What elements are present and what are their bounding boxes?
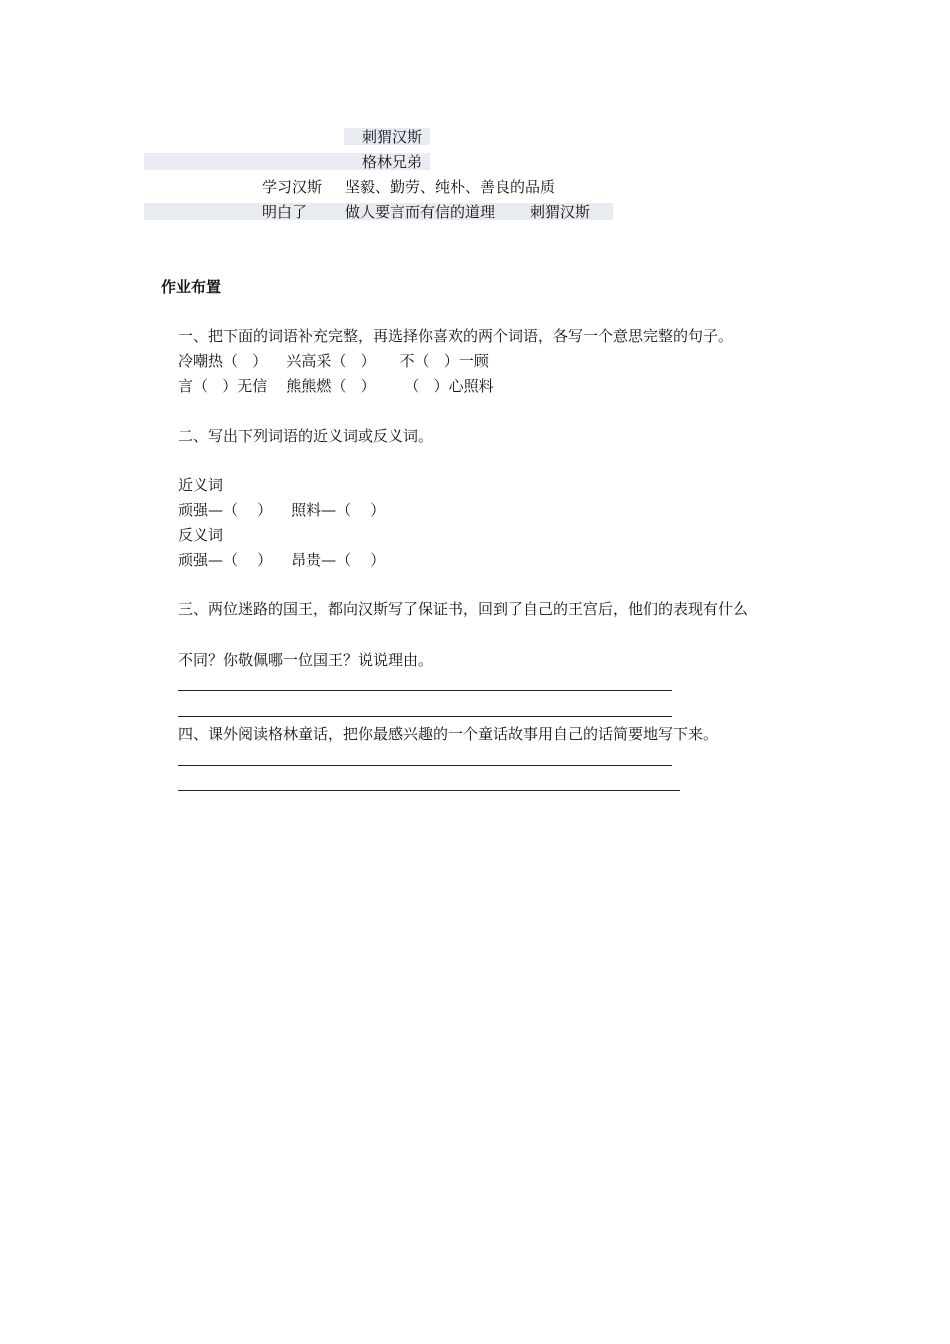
q4-prompt: 四、课外阅读格林童话，把你最感兴趣的一个童话故事用自己的话简要地写下来。 — [178, 725, 719, 743]
q2-synonym-label: 近义词 — [178, 476, 224, 494]
board-understand-tail: 刺猬汉斯 — [530, 203, 591, 221]
homework-heading: 作业布置 — [161, 278, 222, 296]
board-understand-text: 做人要言而有信的道理 — [345, 203, 496, 221]
q1-words-line2: 言（ ）无信 熊熊燃（ ） （ ）心照料 — [178, 377, 494, 395]
q3-answer-line-2[interactable] — [178, 716, 672, 717]
q4-answer-line-2[interactable] — [178, 790, 680, 791]
q4-answer-line-1[interactable] — [178, 765, 672, 766]
board-author: 格林兄弟 — [362, 153, 423, 171]
board-title: 刺猬汉斯 — [362, 128, 423, 146]
q3-prompt-a: 三、两位迷路的国王，都向汉斯写了保证书，回到了自己的王宫后，他们的表现有什么 — [178, 600, 749, 618]
board-learn-text: 坚毅、勤劳、纯朴、善良的品质 — [345, 178, 556, 196]
q2-synonym-line: 顽强—（ ） 照料—（ ） — [178, 501, 386, 519]
q2-antonym-label: 反义词 — [178, 526, 224, 544]
q3-prompt-b: 不同？你敬佩哪一位国王？说说理由。 — [178, 651, 434, 669]
q1-prompt: 一、把下面的词语补充完整，再选择你喜欢的两个词语，各写一个意思完整的句子。 — [178, 327, 734, 345]
q3-answer-line-1[interactable] — [178, 690, 672, 691]
board-learn-label: 学习汉斯 — [262, 178, 323, 196]
q2-prompt: 二、写出下列词语的近义词或反义词。 — [178, 427, 434, 445]
q2-antonym-line: 顽强—（ ） 昂贵—（ ） — [178, 551, 386, 569]
q1-words-line1: 冷嘲热（ ） 兴高采（ ） 不（ ）一顾 — [178, 352, 489, 370]
board-understand-label: 明白了 — [262, 203, 308, 221]
